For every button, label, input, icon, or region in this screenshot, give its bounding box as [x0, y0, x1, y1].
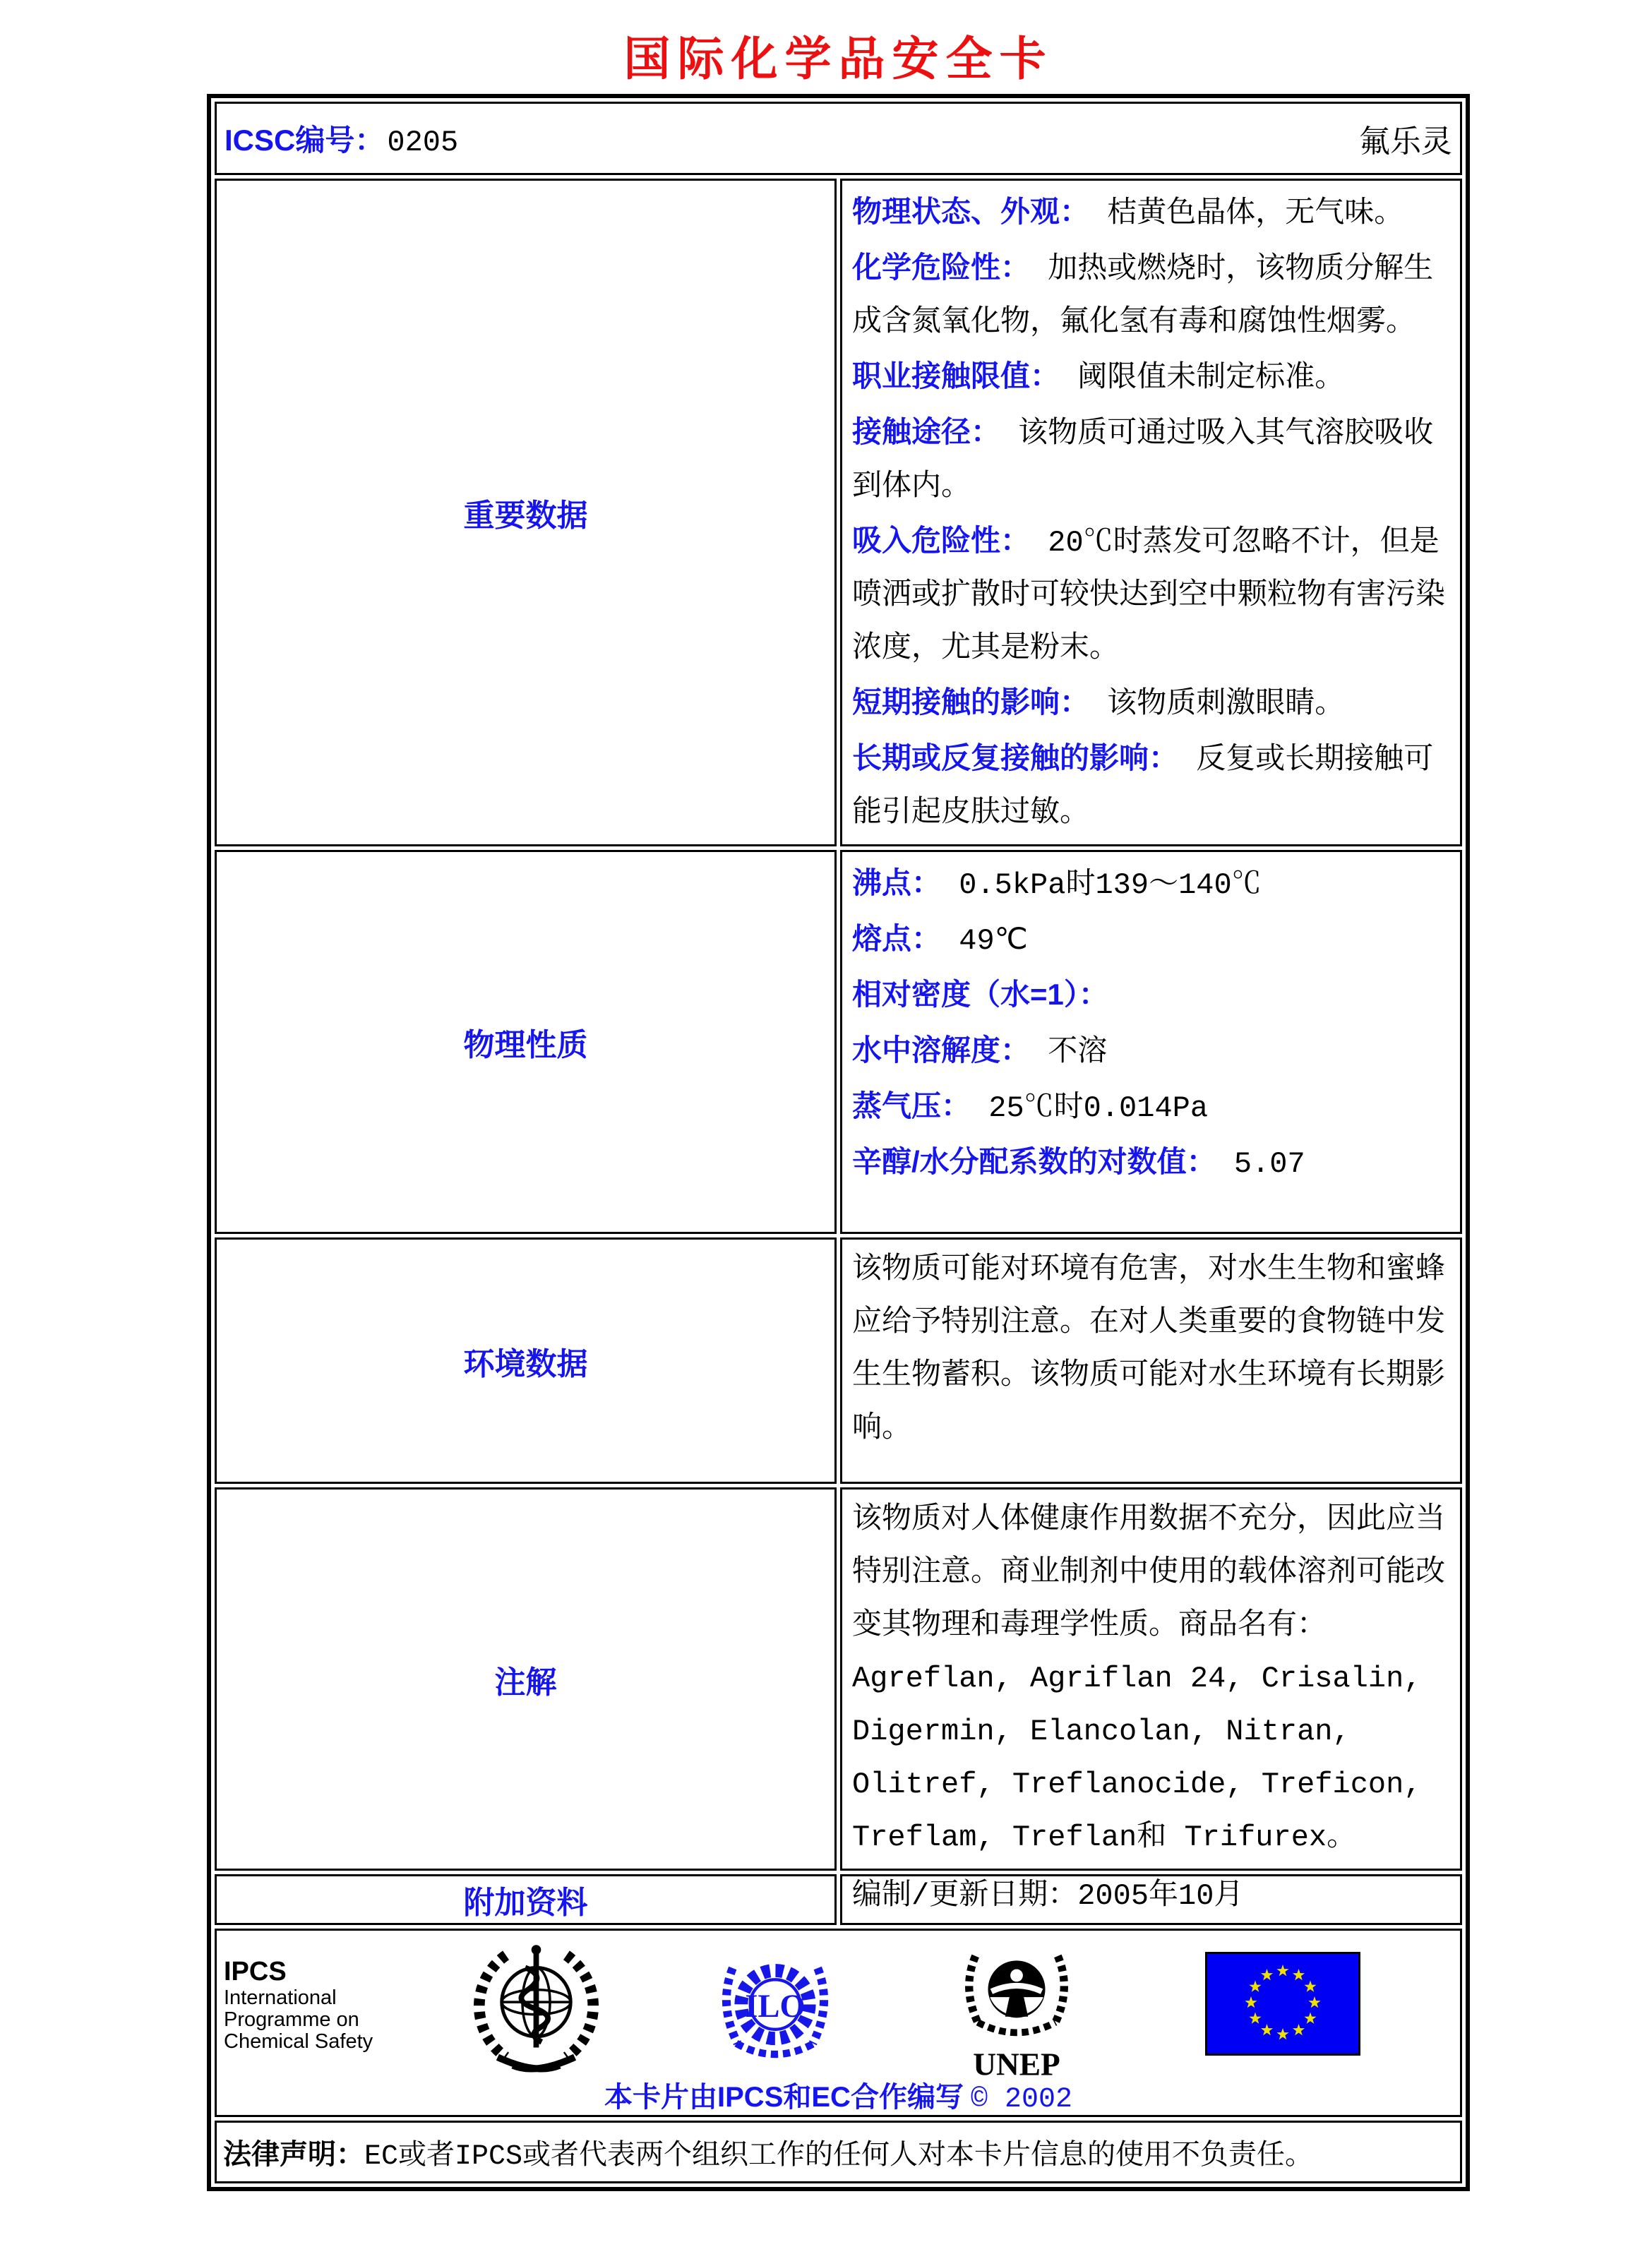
- legal-text: EC或者IPCS或者代表两个组织工作的任何人对本卡片信息的使用不负责任。: [364, 2140, 1314, 2173]
- card-table: [207, 94, 1470, 2191]
- section-label-environmental-data: 环境数据: [215, 1237, 837, 1484]
- field-value: 0.5kPa时139～140℃: [959, 868, 1262, 902]
- svg-text:UNEP: UNEP: [973, 2046, 1060, 2082]
- field-value: 阈限值未制定标准。: [1077, 361, 1345, 395]
- field-name: 物理状态、外观：: [852, 195, 1090, 228]
- field-name: 短期接触的影响：: [852, 685, 1090, 719]
- svg-text:ILO: ILO: [745, 1988, 806, 2025]
- legal-label: 法律声明：: [223, 2139, 364, 2170]
- field-name: 职业接触限值：: [852, 359, 1060, 392]
- field-value: 反复或长期接触可能引起皮肤过敏。: [852, 743, 1434, 830]
- field-value: 该物质刺激眼睛。: [1107, 688, 1345, 721]
- caption-text: 本卡片由IPCS和EC合作编写: [604, 2082, 964, 2113]
- who-logo-icon: [467, 1936, 605, 2076]
- field-name: 蒸气压：: [852, 1089, 971, 1122]
- legal-row: [215, 2121, 1462, 2183]
- field-name: 接触途径：: [852, 415, 1001, 448]
- section-label-additional-info: 附加资料: [215, 1874, 837, 1925]
- header-row: [215, 102, 1462, 175]
- field-value: 不溶: [1048, 1036, 1108, 1069]
- section-content-notes: [840, 1487, 1462, 1871]
- page-title: 国际化学品安全卡: [623, 34, 1053, 85]
- field-value: 25℃时0.014Pa: [988, 1091, 1209, 1125]
- field-value: 编制/更新日期：2005年10月: [852, 1879, 1244, 1913]
- section-content-important-data: [840, 179, 1462, 846]
- field-value: 20℃时蒸发可忽略不计，但是喷洒或扩散时可较快达到空中颗粒物有害污染浓度，尤其是粉末。: [852, 526, 1446, 666]
- field-name: 化学危险性：: [852, 251, 1031, 284]
- section-content-physical-properties: [840, 850, 1462, 1234]
- section-notes: [215, 1487, 1462, 1871]
- icsc-number-label: ICSC编号：: [225, 124, 385, 157]
- chemical-name: 氟乐灵: [1359, 124, 1452, 159]
- section-label-important-data: 重要数据: [215, 179, 837, 846]
- field-value: 加热或燃烧时，该物质分解生成含氮氧化物，氟化氢有毒和腐蚀性烟雾。: [852, 253, 1434, 340]
- copyright-text: © 2002: [970, 2084, 1072, 2116]
- icsc-number-value: 0205: [387, 126, 459, 160]
- section-label-physical-properties: 物理性质: [215, 850, 837, 1234]
- icsc-number-group: [225, 117, 458, 160]
- section-content-environmental-data: [840, 1237, 1462, 1484]
- field-name: 熔点：: [852, 922, 942, 955]
- ipcs-line: International: [224, 1986, 337, 2009]
- ipcs-line: Chemical Safety: [224, 2030, 373, 2053]
- field-value: 该物质对人体健康作用数据不充分，因此应当特别注意。商业制剂中使用的载体溶剂可能改变其物理和毒理学性质。商品名有：Agreflan, Agriflan 24, Crisalin, Digermin, Elancolan, Nitran, Olitref, Treflanocide, Treficon, Treflam, Treflan和 Trifurex。: [852, 1503, 1446, 1854]
- field-name: 长期或反复接触的影响：: [852, 741, 1179, 774]
- field-value: 该物质可通过吸入其气溶胶吸收到体内。: [852, 417, 1434, 504]
- section-label-notes: 注解: [215, 1487, 837, 1871]
- cooperation-caption: [217, 2075, 1460, 2116]
- section-physical-properties: [215, 850, 1462, 1234]
- ipcs-line: Programme on: [224, 2008, 359, 2031]
- section-content-additional-info: [840, 1874, 1462, 1925]
- unep-logo-icon: [959, 1936, 1074, 2083]
- section-important-data: [215, 179, 1462, 846]
- field-value: 5.07: [1233, 1147, 1305, 1181]
- section-environmental-data: [215, 1237, 1462, 1484]
- section-additional-info: [215, 1874, 1462, 1925]
- field-value: 该物质可能对环境有危害，对水生生物和蜜蜂应给予特别注意。在对人类重要的食物链中发生生物蓄积。该物质可能对水生环境有长期影响。: [852, 1253, 1446, 1446]
- ipcs-acronym: IPCS: [224, 1957, 287, 1986]
- logos-row: [215, 1929, 1462, 2117]
- ipcs-wordmark: [224, 1956, 373, 2053]
- field-name: 相对密度（水=1）：: [852, 978, 1108, 1011]
- field-value: 桔黄色晶体，无气味。: [1107, 197, 1404, 231]
- eu-flag-icon: [1205, 1952, 1360, 2056]
- ilo-logo-icon: [711, 1946, 839, 2068]
- field-name: 辛醇/水分配系数的对数值：: [852, 1145, 1216, 1178]
- field-name: 吸入危险性：: [852, 524, 1031, 557]
- field-name: 水中溶解度：: [852, 1033, 1031, 1067]
- field-value: 49℃: [959, 924, 1028, 958]
- field-name: 沸点：: [852, 866, 942, 899]
